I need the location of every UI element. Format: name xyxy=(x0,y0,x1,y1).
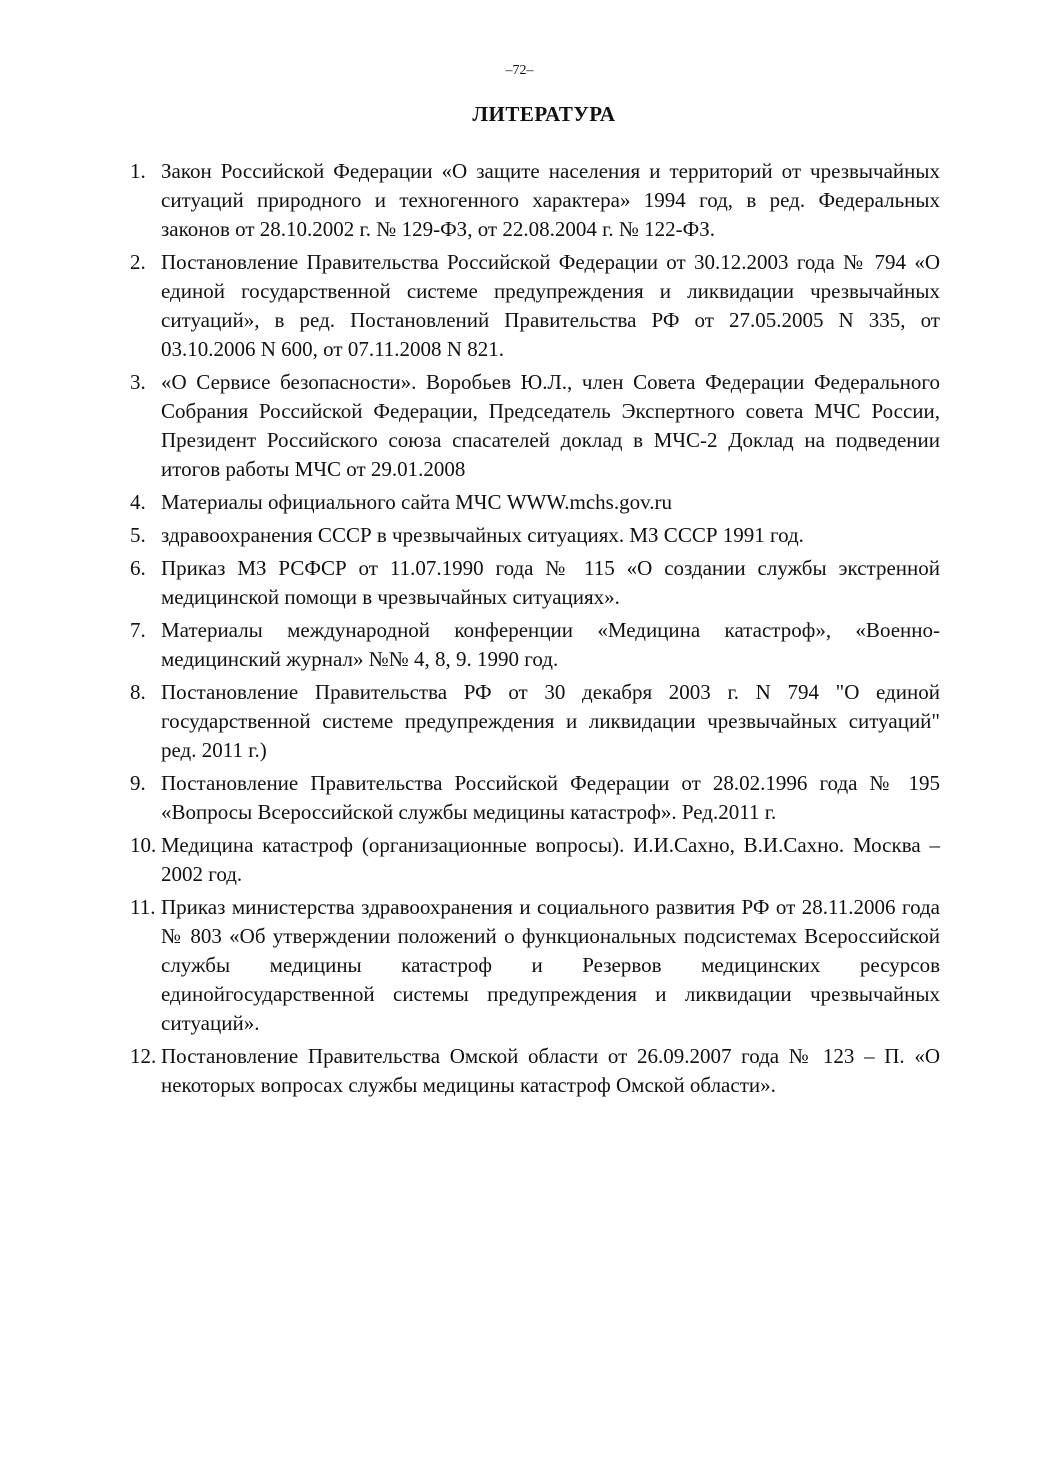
reference-text: Материалы международной конференции «Медицина катастроф», «Военно-медицинский журнал» №№ 4, 8, 9. 1990 год. xyxy=(161,618,940,671)
reference-item-6 xyxy=(130,554,940,612)
reference-item-10 xyxy=(130,831,940,889)
reference-item-7 xyxy=(130,616,940,674)
reference-text: Постановление Правительства Российской Федерации от 30.12.2003 года № 794 «О единой государственной системе предупреждения и ликвидации чрезвычайных ситуаций», в ред. Постановлений Правительства РФ от 27.05.2005 N 335, от 03.10.2006 N 600, от 07.11.2008 N 821. xyxy=(161,250,940,361)
reference-text: Материалы официального сайта МЧС WWW.mchs.gov.ru xyxy=(161,490,672,514)
reference-list xyxy=(130,157,940,1104)
reference-text: Приказ министерства здравоохранения и социального развития РФ от 28.11.2006 года № 803 «Об утверждении положений о функциональных подсистемах Всероссийской службы медицины катастроф и Резервов медицинских ресурсов единойгосударственной системы предупреждения и ликвидации чрезвычайных ситуаций». xyxy=(161,895,940,1035)
reference-item-4 xyxy=(130,488,940,517)
reference-item-5 xyxy=(130,521,940,550)
reference-text: Приказ МЗ РСФСР от 11.07.1990 года № 115 «О создании службы экстренной медицинской помощи в чрезвычайных ситуациях». xyxy=(161,556,940,609)
reference-item-8 xyxy=(130,678,940,765)
reference-text: «О Сервисе безопасности». Воробьев Ю.Л., член Совета Федерации Федерального Собрания Российской Федерации, Председатель Экспертного совета МЧС России, Президент Российского союза спасателей доклад в МЧС-2 Доклад на подведении итогов работы МЧС от 29.01.2008 xyxy=(161,370,940,481)
reference-number: 10. xyxy=(130,833,157,857)
reference-text: здравоохранения СССР в чрезвычайных ситуациях. МЗ СССР 1991 год. xyxy=(161,523,804,547)
reference-text: Постановление Правительства Омской области от 26.09.2007 года № 123 – П. «О некоторых вопросах службы медицины катастроф Омской области». xyxy=(161,1044,940,1097)
reference-number: 5. xyxy=(130,523,146,547)
reference-item-1 xyxy=(130,157,940,244)
reference-number: 12. xyxy=(130,1044,157,1068)
reference-number: 2. xyxy=(130,250,146,274)
reference-number: 11. xyxy=(130,895,156,919)
reference-text: Постановление Правительства РФ от 30 декабря 2003 г. N 794 "О единой государственной системе предупреждения и ликвидации чрезвычайных ситуаций" ред. 2011 г.) xyxy=(161,680,940,762)
page-number: –72– xyxy=(505,63,534,78)
reference-number: 3. xyxy=(130,370,146,394)
reference-number: 4. xyxy=(130,490,146,514)
reference-item-3 xyxy=(130,368,940,484)
reference-item-2 xyxy=(130,248,940,364)
reference-number: 9. xyxy=(130,771,146,795)
reference-text: Закон Российской Федерации «О защите населения и территорий от чрезвычайных ситуаций природного и техногенного характера» 1994 год, в ред. Федеральных законов от 28.10.2002 г. № 129-ФЗ, от 22.08.2004 г. № 122-ФЗ. xyxy=(161,159,940,241)
reference-number: 7. xyxy=(130,618,146,642)
reference-item-9 xyxy=(130,769,940,827)
reference-text: Медицина катастроф (организационные вопросы). И.И.Сахно, В.И.Сахно. Москва – 2002 год. xyxy=(161,833,940,886)
reference-number: 1. xyxy=(130,159,146,183)
reference-text: Постановление Правительства Российской Федерации от 28.02.1996 года № 195 «Вопросы Всероссийской службы медицины катастроф». Ред.2011 г. xyxy=(161,771,940,824)
page-title: ЛИТЕРАТУРА xyxy=(472,102,616,126)
reference-item-12 xyxy=(130,1042,940,1100)
reference-number: 8. xyxy=(130,680,146,704)
reference-number: 6. xyxy=(130,556,146,580)
reference-item-11 xyxy=(130,893,940,1038)
